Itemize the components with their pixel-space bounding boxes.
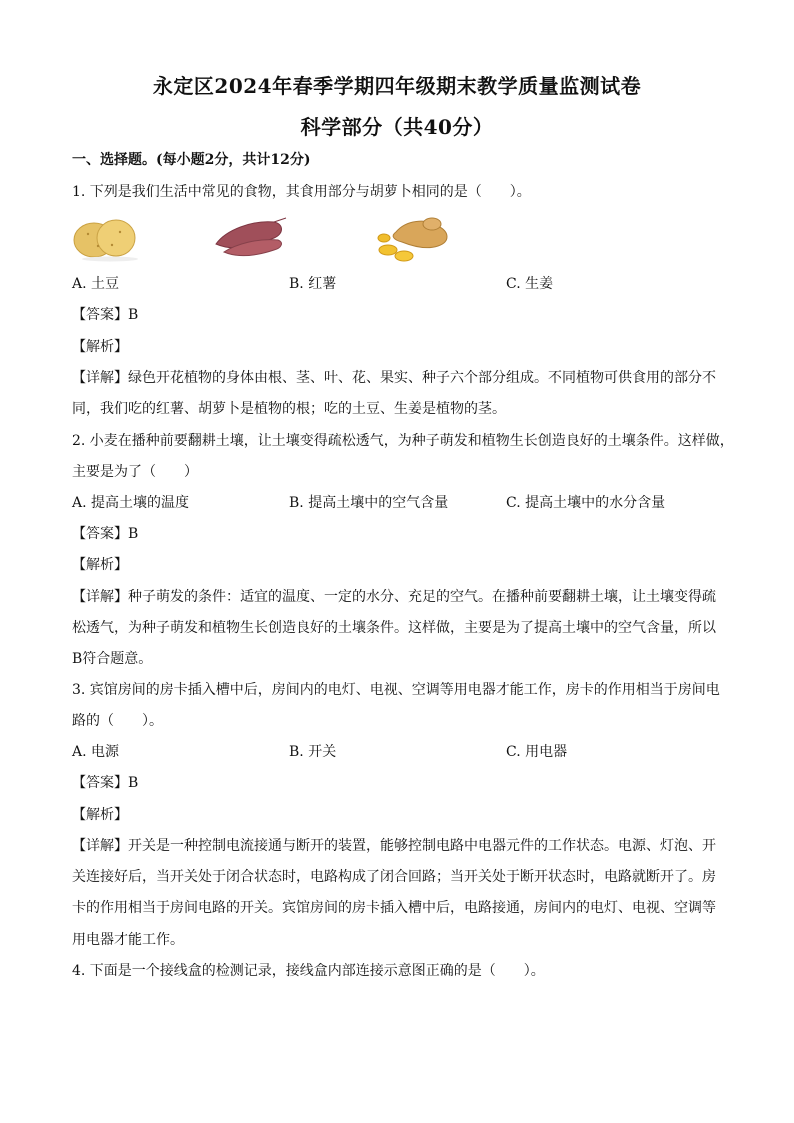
potato-image — [70, 212, 138, 262]
q3-option-b: B. 开关 — [289, 744, 337, 760]
q3-detail-line: 【详解】开关是一种控制电流接通与断开的装置，能够控制电路中电器元件的工作状态。电源、灯泡、开 — [72, 838, 716, 854]
section-heading: 一、选择题。(每小题2分，共计12分) — [72, 152, 311, 168]
ginger-image — [376, 212, 456, 264]
q3-stem: 3. 宾馆房间的房卡插入槽中后，房间内的电灯、电视、空调等用电器才能工作，房卡的作用相当于房间电 — [72, 682, 720, 698]
q2-stem: 2. 小麦在播种前要翻耕土壤，让土壤变得疏松透气，为种子萌发和植物生长创造良好的土壤条件。这样做， — [72, 433, 734, 449]
sweet-potato-image — [212, 212, 288, 260]
q3-analysis: 【解析】 — [72, 807, 128, 823]
q2-stem: 主要是为了（ ） — [72, 464, 198, 480]
q1-option-b: B. 红薯 — [289, 276, 337, 292]
q2-analysis: 【解析】 — [72, 557, 128, 573]
q1-option-c: C. 生姜 — [506, 276, 554, 292]
q2-option-c: C. 提高土壤中的水分含量 — [506, 495, 666, 511]
q3-detail-line: 关连接好后，当开关处于闭合状态时，电路构成了闭合回路；当开关处于断开状态时，电路就断开了。房 — [72, 869, 716, 885]
q1-detail-line: 同，我们吃的红薯、胡萝卜是植物的根；吃的土豆、生姜是植物的茎。 — [72, 401, 506, 417]
q3-stem: 路的（ ）。 — [72, 713, 163, 729]
page-title: 永定区2024年春季学期四年级期末教学质量监测试卷 — [152, 74, 642, 98]
q1-analysis: 【解析】 — [72, 339, 128, 355]
page-subtitle: 科学部分（共40分） — [300, 115, 494, 139]
q3-detail-line: 卡的作用相当于房间电路的开关。宾馆房间的房卡插入槽中后，电路接通，房间内的电灯、电视、空调等 — [72, 900, 716, 916]
q3-option-a: A. 电源 — [72, 744, 120, 760]
q1-stem: 1. 下列是我们生活中常见的食物，其食用部分与胡萝卜相同的是（ ）。 — [72, 184, 531, 200]
q2-option-b: B. 提高土壤中的空气含量 — [289, 495, 449, 511]
q4-stem: 4. 下面是一个接线盒的检测记录，接线盒内部连接示意图正确的是（ ）。 — [72, 963, 545, 979]
q3-answer: 【答案】B — [72, 775, 139, 791]
q1-detail-line: 【详解】绿色开花植物的身体由根、茎、叶、花、果实、种子六个部分组成。不同植物可供食用的部分不 — [72, 370, 716, 386]
q3-option-c: C. 用电器 — [506, 744, 568, 760]
q2-option-a: A. 提高土壤的温度 — [72, 495, 190, 511]
q2-answer: 【答案】B — [72, 526, 139, 542]
q1-option-a: A. 土豆 — [72, 276, 120, 292]
q2-detail-line: B符合题意。 — [72, 651, 153, 667]
q2-detail-line: 【详解】种子萌发的条件：适宜的温度、一定的水分、充足的空气。在播种前要翻耕土壤，让土壤变得疏 — [72, 589, 716, 605]
q2-detail-line: 松透气，为种子萌发和植物生长创造良好的土壤条件。这样做，主要是为了提高土壤中的空气含量，所以 — [72, 620, 716, 636]
q1-answer: 【答案】B — [72, 307, 139, 323]
q3-detail-line: 用电器才能工作。 — [72, 932, 184, 948]
